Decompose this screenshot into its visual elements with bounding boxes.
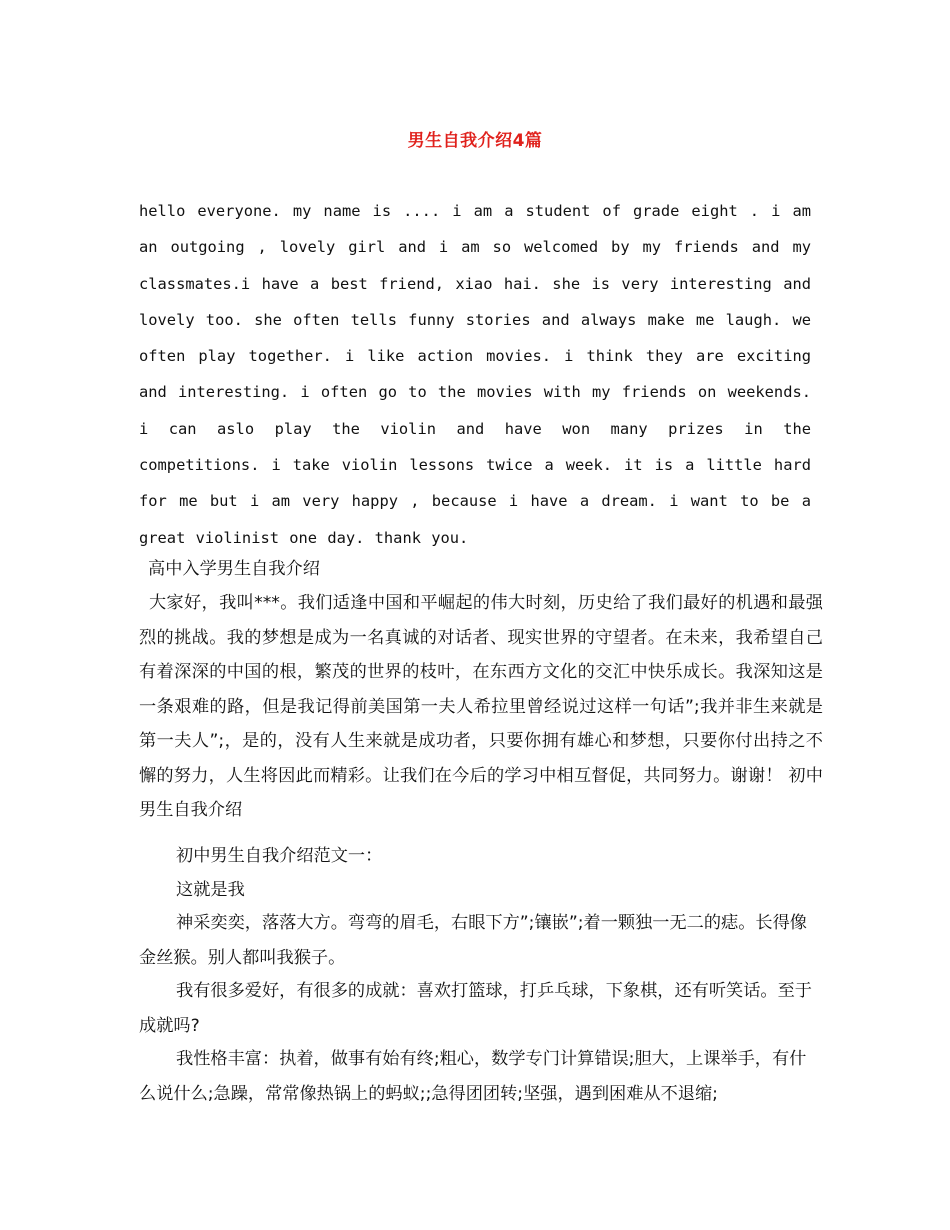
appearance-paragraph: 神采奕奕，落落大方。弯弯的眉毛，右眼下方”;镶嵌”;着一颗独一无二的痣。长得像金丝猴。别人都叫我猴子。 xyxy=(139,913,807,968)
section-heading-high-school: 高中入学男生自我介绍 xyxy=(148,559,320,579)
section-heading-this-is-me: 这就是我 xyxy=(176,880,245,900)
personality-paragraph: 我性格丰富：执着，做事有始有终;粗心，数学专门计算错误;胆大，上课举手，有什么说什么;急躁，常常像热锅上的蚂蚁;;急得团团转;坚强，遇到困难从不退缩; xyxy=(139,1049,807,1104)
english-paragraph: hello everyone. my name is .... i am a student of grade eight . i am an outgoing , lovely girl and i am so welcomed by my friends and my classmates.i have a best friend, xiao hai. she is very interesting and lovely too. she often tells funny stories and always make me laugh. we often play together. i like action movies. i think they are exciting and interesting. i often go to the movies with my friends on weekends. i can aslo play the violin and have won many prizes in the competitions. i take violin lessons twice a week. it is a little hard for me but i am very happy , because i have a dream. i want to be a great violinist one day. thank you. xyxy=(139,202,811,547)
high-school-intro-paragraph xyxy=(139,586,823,828)
hobbies-paragraph: 我有很多爱好，有很多的成就：喜欢打篮球，打乒乓球，下象棋，还有听笑话。至于成就吗? xyxy=(139,981,812,1036)
section-subtitle-middle-school: 初中男生自我介绍范文一： xyxy=(176,846,383,866)
high-school-intro-text: 大家好，我叫***。我们适逢中国和平崛起的伟大时刻，历史给了我们最好的机遇和最强烈的挑战。我的梦想是成为一名真诚的对话者、现实世界的守望者。在未来，我希望自己有着深深的中国的根，繁茂的世界的枝叶，在东西方文化的交汇中快乐成长。我深知这是一条艰难的路，但是我记得前美国第一夫人希拉里曾经说过这样一句话”;我并非生来就是第一夫人”;，是的，没有人生来就是成功者，只要你拥有雄心和梦想，只要你付出持之不懈的努力，人生将因此而精彩。让我们在今后的学习中相互督促，共同努力。谢谢！ 初中男生自我介绍 xyxy=(139,593,823,820)
document-title: 男生自我介绍4篇 xyxy=(407,131,543,151)
